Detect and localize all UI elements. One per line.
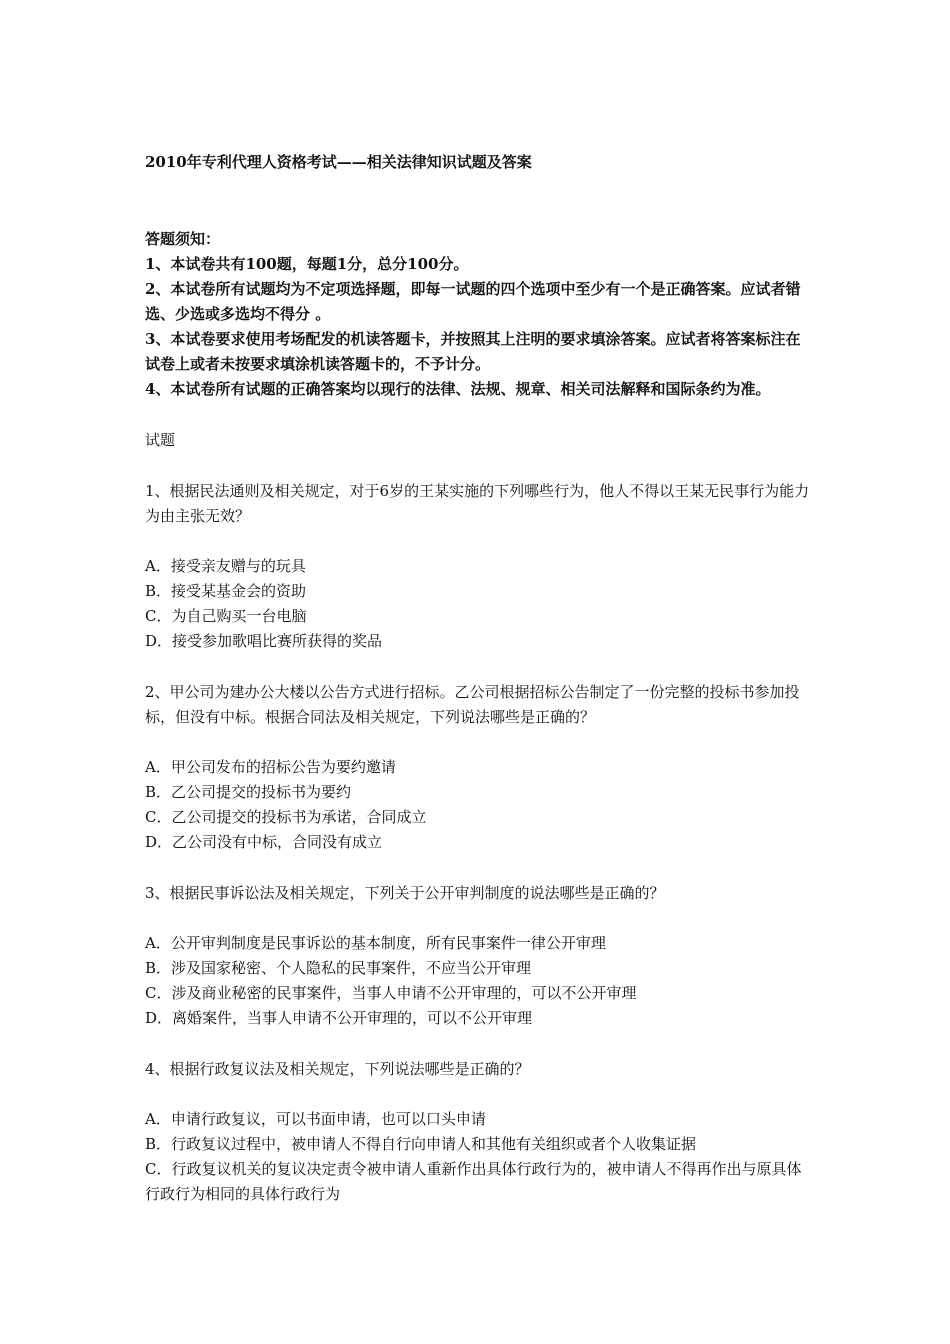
option-d: D．乙公司没有中标，合同没有成立 [145,833,383,851]
option-c: C．为自己购买一台电脑 [145,607,307,625]
notice-heading: 答题须知： [145,230,221,248]
question-stem: 3、根据民事诉讼法及相关规定，下列关于公开审判制度的说法哪些是正确的？ [145,884,665,902]
option-list [145,554,815,654]
question-1 [145,479,815,654]
option-list [145,755,815,855]
question-2 [145,680,815,855]
document-title: 2010年专利代理人资格考试——相关法律知识试题及答案 [145,153,532,171]
question-4 [145,1057,815,1207]
option-d: D．接受参加歌唱比赛所获得的奖品 [145,632,383,650]
question-stem: 4、根据行政复议法及相关规定，下列说法哪些是正确的？ [145,1060,530,1078]
option-a: A．申请行政复议，可以书面申请，也可以口头申请 [145,1110,486,1128]
notice-item: 4、本试卷所有试题的正确答案均以现行的法律、法规、规章、相关司法解释和国际条约为准。 [145,380,771,398]
notice-item: 3、本试卷要求使用考场配发的机读答题卡，并按照其上注明的要求填涂答案。应试者将答案标注在试卷上或者未按要求填涂机读答题卡的，不予计分。 [145,330,801,373]
option-a: A．接受亲友赠与的玩具 [145,557,306,575]
option-d: D．离婚案件，当事人申请不公开审理的，可以不公开审理 [145,1009,533,1027]
question-stem: 1、根据民法通则及相关规定，对于6岁的王某实施的下列哪些行为，他人不得以王某无民事行为能力为由主张无效？ [145,482,810,525]
option-a: A．甲公司发布的招标公告为要约邀请 [145,758,396,776]
notice-item: 1、本试卷共有100题，每题1分，总分100分。 [145,255,469,273]
option-list [145,1107,815,1207]
question-3 [145,881,815,1031]
option-c: C．行政复议机关的复议决定责令被申请人重新作出具体行政行为的，被申请人不得再作出与原具体行政行为相同的具体行政行为 [145,1160,802,1203]
notice-item: 2、本试卷所有试题均为不定项选择题，即每一试题的四个选项中至少有一个是正确答案。应试者错选、少选或多选均不得分 。 [145,280,801,323]
exam-notice [145,227,815,402]
section-label: 试题 [145,431,176,449]
option-a: A．公开审判制度是民事诉讼的基本制度，所有民事案件一律公开审理 [145,934,606,952]
option-list [145,931,815,1031]
option-b: B．行政复议过程中，被申请人不得自行向申请人和其他有关组织或者个人收集证据 [145,1135,697,1153]
option-b: B．涉及国家秘密、个人隐私的民事案件，不应当公开审理 [145,959,532,977]
option-b: B．接受某基金会的资助 [145,582,307,600]
option-b: B．乙公司提交的投标书为要约 [145,783,352,801]
option-c: C．乙公司提交的投标书为承诺，合同成立 [145,808,427,826]
question-stem: 2、甲公司为建办公大楼以公告方式进行招标。乙公司根据招标公告制定了一份完整的投标书参加投标，但没有中标。根据合同法及相关规定，下列说法哪些是正确的？ [145,683,800,726]
option-c: C．涉及商业秘密的民事案件，当事人申请不公开审理的，可以不公开审理 [145,984,637,1002]
document-content [145,150,815,1207]
